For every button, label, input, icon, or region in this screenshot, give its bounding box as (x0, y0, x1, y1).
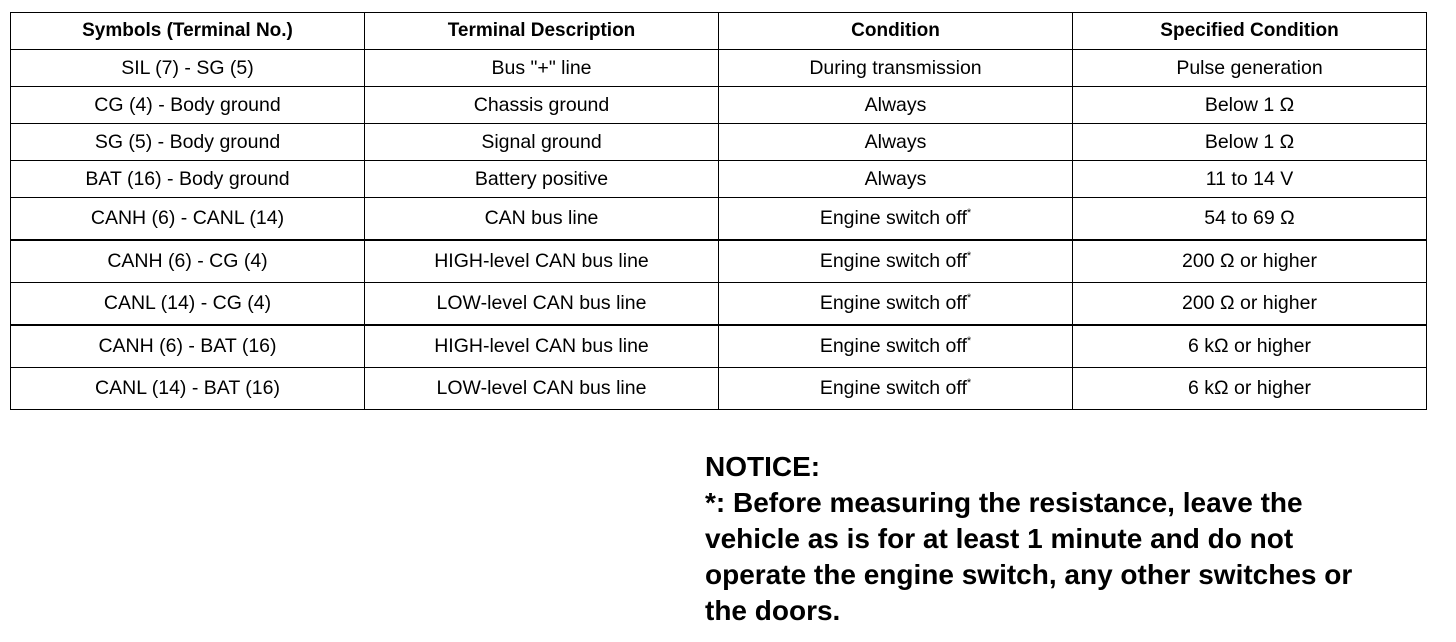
cell-condition (719, 50, 1073, 87)
cell-condition (719, 198, 1073, 241)
condition-text: Engine switch off (819, 335, 967, 357)
table-row (11, 198, 1427, 241)
condition-text: Engine switch off (819, 250, 967, 272)
cell-condition (719, 124, 1073, 161)
cell-symbols: CANL (14) - CG (4) (11, 283, 365, 326)
cell-description: LOW-level CAN bus line (365, 283, 719, 326)
notice-block (705, 449, 1425, 629)
notice-line: operate the engine switch, any other switches or (705, 559, 1353, 590)
condition-text: During transmission (809, 56, 982, 79)
condition-text: Always (864, 93, 927, 116)
footnote-mark: * (966, 377, 972, 389)
table-row (11, 124, 1427, 161)
cell-specified: 54 to 69 Ω (1073, 198, 1427, 241)
cell-specified: 11 to 14 V (1073, 161, 1427, 198)
table-row (11, 87, 1427, 124)
header-symbols: Symbols (Terminal No.) (11, 13, 365, 50)
condition-text: Engine switch off (819, 207, 967, 229)
footnote-mark: * (966, 207, 972, 219)
cell-specified: Below 1 Ω (1073, 87, 1427, 124)
notice-line: vehicle as is for at least 1 minute and do not (705, 523, 1294, 554)
cell-specified: 200 Ω or higher (1073, 240, 1427, 283)
footnote-mark: * (966, 335, 972, 347)
table-row (11, 283, 1427, 326)
cell-condition (719, 283, 1073, 326)
footnote-mark: * (966, 292, 972, 304)
cell-condition (719, 87, 1073, 124)
cell-symbols: CANH (6) - BAT (16) (11, 325, 365, 368)
cell-condition (719, 325, 1073, 368)
cell-description: CAN bus line (365, 198, 719, 241)
table-header-row (11, 13, 1427, 50)
cell-description: LOW-level CAN bus line (365, 368, 719, 410)
cell-description: HIGH-level CAN bus line (365, 325, 719, 368)
cell-symbols: SIL (7) - SG (5) (11, 50, 365, 87)
cell-symbols: CANL (14) - BAT (16) (11, 368, 365, 410)
header-terminal-description: Terminal Description (365, 13, 719, 50)
cell-description: Bus "+" line (365, 50, 719, 87)
header-specified-condition: Specified Condition (1073, 13, 1427, 50)
table-row (11, 50, 1427, 87)
cell-symbols: BAT (16) - Body ground (11, 161, 365, 198)
cell-symbols: CG (4) - Body ground (11, 87, 365, 124)
notice-line: *: Before measuring the resistance, leave the (705, 487, 1303, 518)
cell-description: Signal ground (365, 124, 719, 161)
condition-text: Always (864, 167, 927, 190)
condition-text: Always (864, 130, 927, 153)
header-condition: Condition (719, 13, 1073, 50)
specification-table (10, 12, 1427, 410)
cell-specified: Pulse generation (1073, 50, 1427, 87)
cell-description: HIGH-level CAN bus line (365, 240, 719, 283)
cell-symbols: CANH (6) - CANL (14) (11, 198, 365, 241)
cell-condition (719, 161, 1073, 198)
cell-description: Battery positive (365, 161, 719, 198)
cell-specified: 6 kΩ or higher (1073, 368, 1427, 410)
table-row (11, 325, 1427, 368)
cell-specified: 6 kΩ or higher (1073, 325, 1427, 368)
cell-specified: Below 1 Ω (1073, 124, 1427, 161)
table-row (11, 161, 1427, 198)
cell-symbols: CANH (6) - CG (4) (11, 240, 365, 283)
cell-symbols: SG (5) - Body ground (11, 124, 365, 161)
cell-description: Chassis ground (365, 87, 719, 124)
table-row (11, 240, 1427, 283)
condition-text: Engine switch off (819, 377, 967, 399)
condition-text: Engine switch off (819, 292, 967, 314)
cell-condition (719, 368, 1073, 410)
cell-condition (719, 240, 1073, 283)
notice-line: the doors. (705, 595, 841, 626)
cell-specified: 200 Ω or higher (1073, 283, 1427, 326)
table-row (11, 368, 1427, 410)
notice-title: NOTICE: (705, 451, 821, 482)
footnote-mark: * (966, 250, 972, 262)
